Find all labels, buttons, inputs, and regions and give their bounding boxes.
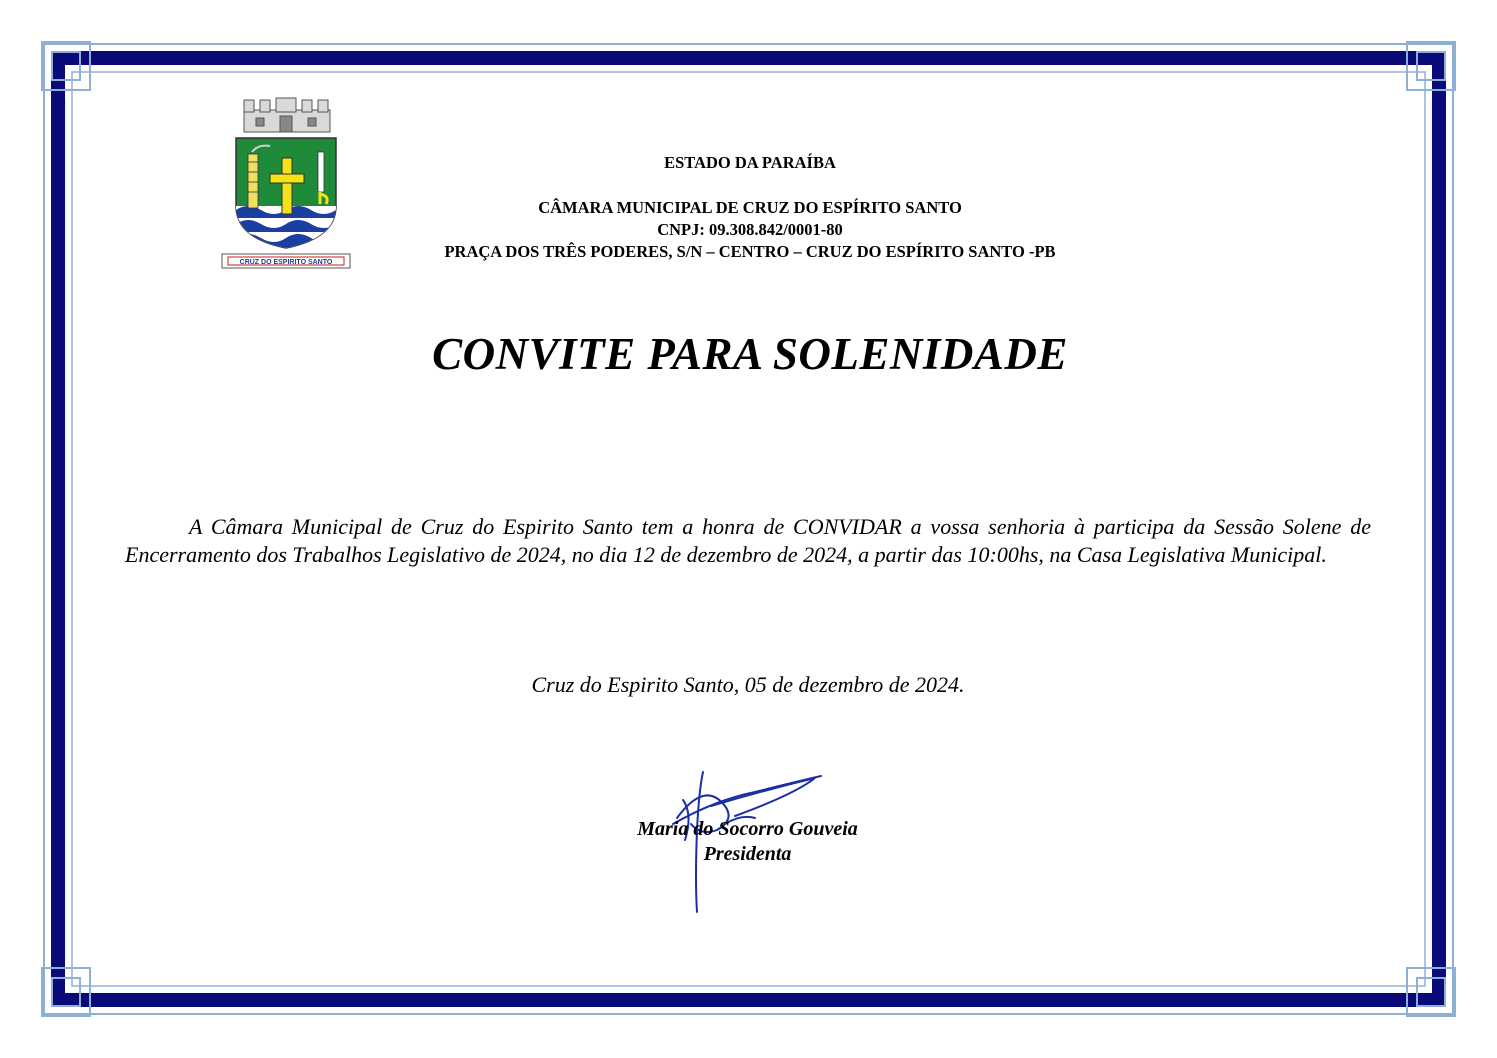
header-camara: CÂMARA MUNICIPAL DE CRUZ DO ESPÍRITO SANTO [538, 198, 962, 217]
header-cnpj: CNPJ: 09.308.842/0001-80 [657, 220, 843, 239]
signer-name: Maria do Socorro Gouveia [637, 818, 858, 840]
crest-banner-text: CRUZ DO ESPIRITO SANTO [239, 259, 333, 266]
signer-role: Presidenta [703, 843, 792, 865]
header-address: PRAÇA DOS TRÊS PODERES, S/N – CENTRO – CRUZ DO ESPÍRITO SANTO -PB [444, 242, 1056, 261]
invitation-body: A Câmara Municipal de Cruz do Espirito Santo tem a honra de CONVIDAR a vossa senhoria à participa da Sessão Solene de Encerramento dos Trabalhos Legislativo de 2024, no dia 12 de dezembro de 2024, a partir das 10:00hs, na Casa Legislativa Municipal. [125, 514, 1371, 567]
coat-of-arms-icon [218, 96, 354, 272]
header-state: ESTADO DA PARAÍBA [664, 153, 836, 172]
place-date: Cruz do Espirito Santo, 05 de dezembro de 2024. [531, 672, 965, 697]
page-title: CONVITE PARA SOLENIDADE [432, 329, 1068, 379]
signature-block [585, 770, 910, 935]
